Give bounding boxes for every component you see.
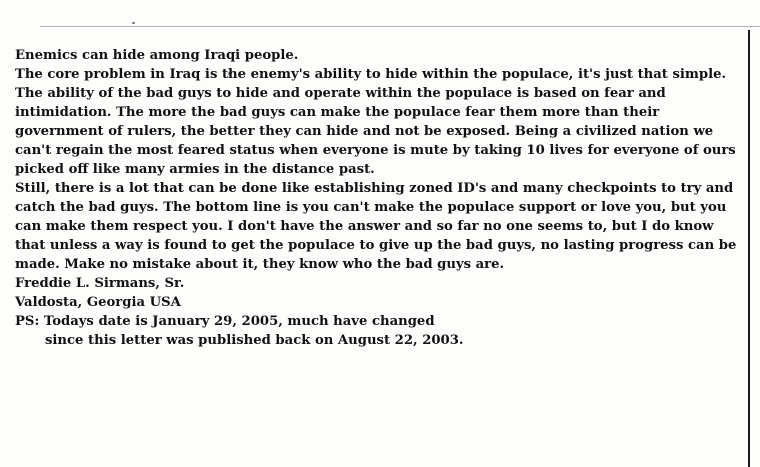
paragraph-core-problem: The core problem in Iraq is the enemy's ability to hide within the populace, it's just that simple. The ability of the bad guys to hide and operate within the populace is based on fear and intimidation. The more the bad guys can make the populace fear them more than their government of rulers, the better they can hide and not be exposed. Being a civilized nation we can't regain the most feared status when everyone is mute by taking 10 lives for everyone of ours picked off like many armies in the distance past. [15,67,736,177]
letter-title: Enemics can hide among Iraqi people. [15,48,299,63]
paragraph-checkpoints: Still, there is a lot that can be done like establishing zoned ID's and many checkpoints to try and catch the bad guys. The bottom line is you can't make the populace support or love you, but you can make them respect you. I don't have the answer and so far no one seems to, but I do know that unless a way is found to get the populace to give up the bad guys, no lasting progress can be made. Make no mistake about it, they know who the bad guys are. [15,181,737,272]
postscript [15,312,745,350]
postscript-line-2: since this letter was published back on August 22, 2003. [45,333,464,348]
postscript-line-1: PS: Todays date is January 29, 2005, much have changed [15,314,435,329]
letter-body [15,46,745,350]
author-name: Freddie L. Sirmans, Sr. [15,276,185,291]
author-location: Valdosta, Georgia USA [15,295,181,310]
right-border-line [748,30,750,467]
scan-speck [132,22,135,24]
top-border-line [40,26,760,27]
signature-block [15,274,745,312]
